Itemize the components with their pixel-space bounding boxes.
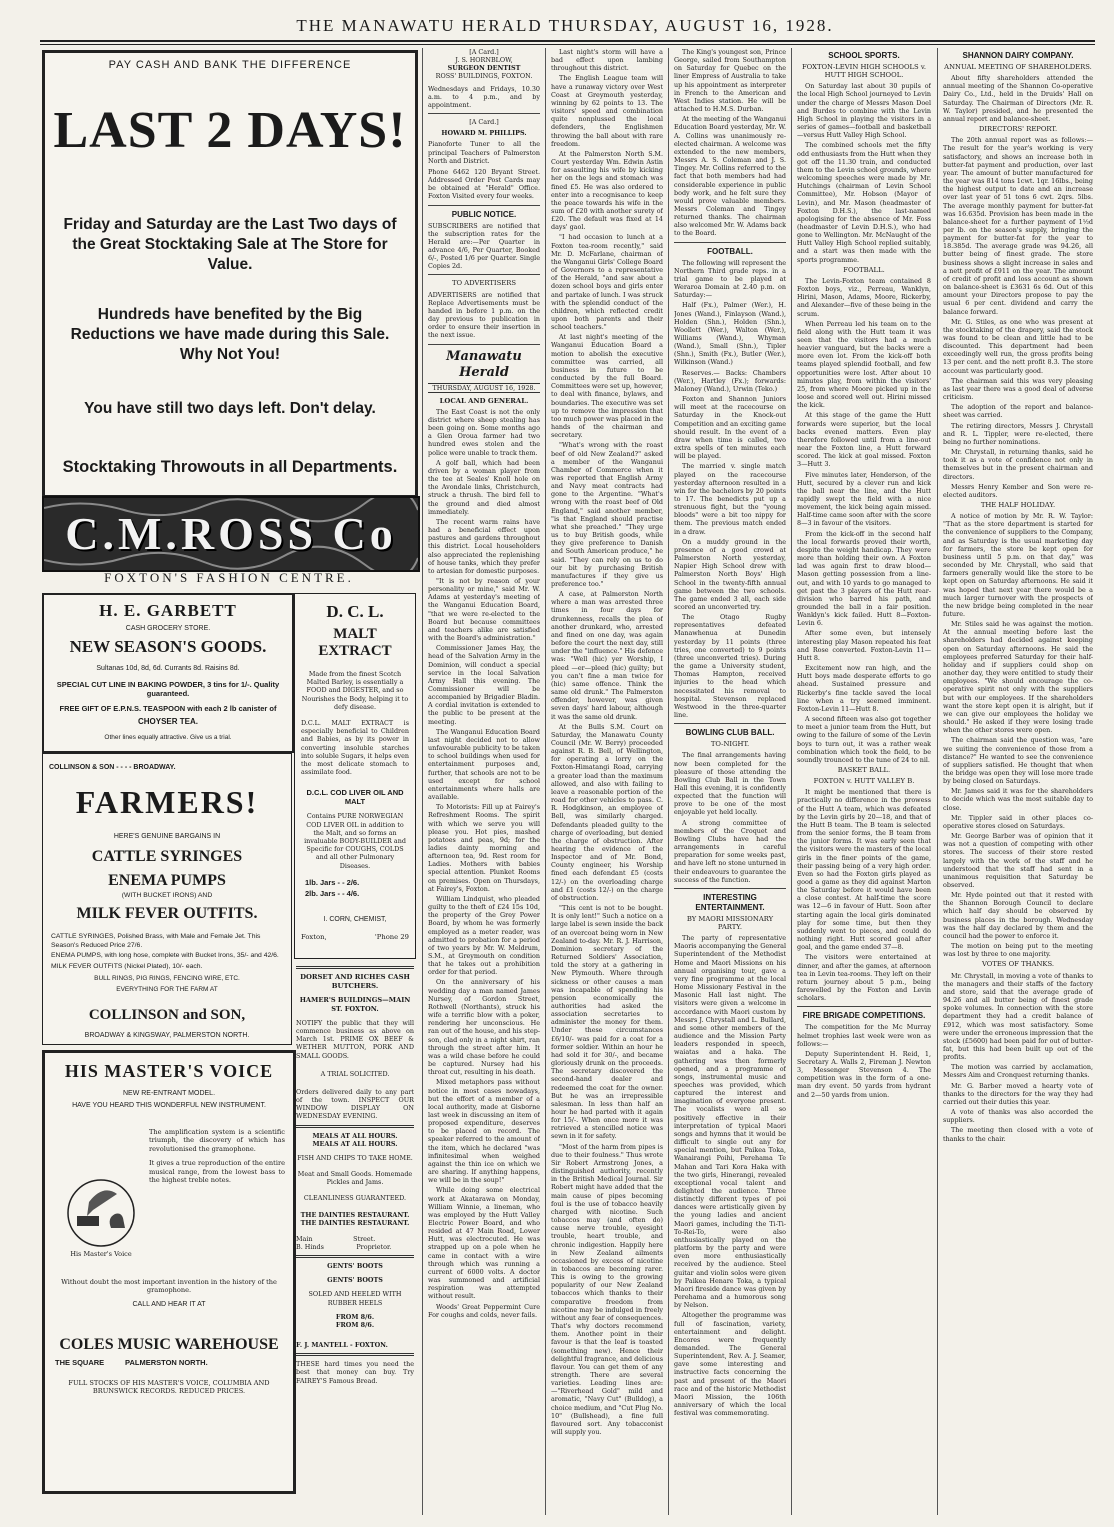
col4-para: At the Palmerston North S.M. Court yesterday Wm. Edwin Astin for assaulting his wife by kicking her on the legs and stomach was fined £5. He was also ordered to enter into a recognisance to keep the peace towards his wife in the sum of £20 with another surety of £20. The default was fixed at 14 days' gaol. (551, 149, 663, 232)
card2-body: Pianoforte Tuner to all the principal Teachers of Palmerston North and District. (428, 140, 540, 165)
hmv-body2: It gives a true reproduction of the entire musical range, from the lowest bass to the highest treble notes. (149, 1159, 285, 1185)
holiday-para: Mr. George Barber was of opinion that it was not a question of competing with other stores. The success of their store rested largely with the work of the staff and he understood that the staff had sent in a unanimous requisition that Saturday be observed. (943, 832, 1093, 889)
fish: FISH AND CHIPS TO TAKE HOME. (297, 1153, 413, 1162)
dcl-place: Foxton, (301, 932, 327, 941)
directors-para: The chairman said this was very pleasing as last year there was a good deal of adverse criticism. (943, 376, 1093, 402)
butchers-trial: A TRIAL SOLICITED. (320, 1069, 390, 1078)
meat: Meat and Small Goods. Homemade Pickles and Jams. (297, 1170, 413, 1187)
col4 (551, 48, 663, 1515)
farmers-detail5: EVERYTHING FOR THE FARM AT (116, 986, 218, 993)
boots1: GENTS' BOOTS (327, 1262, 383, 1271)
hmv-name: COLES MUSIC WAREHOUSE (59, 1335, 279, 1353)
col3-ads-strip (296, 962, 414, 1515)
advertisers-body: ADVERTISERS are notified that Replace Advertisements must be handed in before 1 p.m. on the day previous to publication in order to ensure their insertion in the next issue. (428, 290, 540, 340)
main-street: Main Street. (296, 1234, 376, 1243)
school-football-para: From the kick-off in the second half the local forwards proved their worth, despite the weight handicap. They were more than holding their own. A Foxton lad was again first to draw blood—Mason getting possession from a line-out, and with 10 yards to go managed to get past the 3 players of the Hutt rear-division who barred his path, and grounded the ball in a fair position. Wanklyn's kick failed. Hutt 8—Foxton-Levin 6. (797, 529, 931, 628)
store-ad-line4: Stocktaking Throwouts in all Departments. (62, 458, 398, 476)
thanks-para: Mr. G. Barber moved a hearty vote of thanks to the directors for the way they had carried out their duties this year. (943, 1081, 1093, 1106)
farmers-item2b: (WITH BUCKET IRONS) AND (121, 892, 213, 899)
local-para: The East Coast is not the only district where sheep stealing has been going on. Some months ago a Glen Oroua farmer had two hundred ewes stolen and the police were unable to track them. (428, 407, 540, 457)
card2-name: HOWARD M. PHILLIPS. (441, 129, 527, 138)
holiday-para: The motion on being put to the meeting was lost by three to one majority. (943, 942, 1093, 959)
football-para: The Otago Rugby representatives defeated Manawhenua at Dunedin yesterday by 11 points (three tries, one converted) to 9 points (three unconverted tries). During the game a University student, Thomas Hampton, received injuries to the head which necessitated his removal to hospital. Stevenson replaced Westwood in the three-quarter line. (674, 613, 786, 720)
col4-para: Last night's storm will have a bad effect upon lambing throughout this district. (551, 48, 663, 73)
fire-para: The competition for the Mc Murray helmet trophies last week were won as follows:— (797, 1023, 931, 1048)
ross-logo-banner (42, 496, 420, 572)
card2-phone: Phone 6462 120 Bryant Street. Addressed Order Post Cards may be obtained at "Herald" Office. Foxton Visited every four weeks. (428, 167, 540, 201)
school-football-para: When Perreau led his team on to the field along with the Hutt team it was seen that the visitors had a much heavier vanguard, but the backs were a more even lot. From the kick-off both teams played splendid football, and few opportunities were lost. After about 10 minutes play, from within the visitors' 25, from where Moore picked up in the loose and scored well out. Hirini missed the kick. (797, 319, 931, 410)
farmers-item1: CATTLE SYRINGES (91, 848, 243, 865)
col4-para: "I had occasion to lunch at a Foxton tea-room recently," said Mr. D. McFarlane, chairman of the Wanganui Girls' College Board of Governors to a representative of the Herald, "and saw about a dozen school boys and girls enter and partake of lunch. I was struck with the splendid conduct of the children, which reflected credit upon both parents and their school teachers." (551, 233, 663, 332)
dcl-chemist: I. CORN, CHEMIST, (323, 915, 387, 923)
directors-para: The adoption of the report and balance-sheet was carried. (943, 403, 1093, 420)
farmers-item2: ENEMA PUMPS (108, 872, 226, 889)
boots2: GENTS' BOOTS (327, 1276, 383, 1285)
from1: FROM 8/6. (335, 1312, 375, 1321)
school-football-para: After some even, but intensely interesting play Mason repeated his feat and Rose converted. Foxton-Levin 11—Hutt 8. (797, 629, 931, 662)
store-ad-line3: You have still two days left. Don't delay. (84, 400, 376, 417)
paper-title: Manawatu Herald (446, 348, 522, 380)
football-para: The following will represent the Northern Third grade reps. in a trial game to be played at Weraroa Domain at 2.40 p.m. on Saturday:— (674, 258, 786, 300)
dcl-body2: D.C.L. MALT EXTRACT is especially beneficial to Children and Babies, as by its power in converting insoluble starches into soluble Sugars, it helps even the most delicate stomach to assimilate food. (301, 719, 409, 777)
card1-label: [A Card.] (469, 48, 499, 56)
public-notice-body: SUBSCRIBERS are notified that the subscription rates for the Herald are:—Per Quarter in advance 4/6, Per Quarter, Booked 6/-, Posted 1/6 per Quarter. Single Copies 2d. (428, 221, 540, 271)
maori-head: INTERESTING ENTERTAINMENT. (695, 892, 765, 912)
school-football-para: Five minutes later, Henderson, of the Hutt, secured by a clever run and kick the ball near the line, and the Hutt rapidly swept the field with a nice movement, the kick being again missed. Half-time came soon after with the score 8—3 in favour of the visitors. (797, 470, 931, 528)
clean: CLEANLINESS GUARANTEED. (303, 1194, 407, 1203)
hmv-addr: THE SQUARE PALMERSTON NORTH. (55, 1357, 208, 1367)
local-para: On the anniversary of his wedding day a man named James Nursey, of Gordon Street, Rothwell (Northants), struck his wife a terrific blow with a poker, rendering her unconscious. He ran out of the house, and his step-son, clad only in a night shirt, ran through the street after him. It was a wild chase before he could be captured. Nursey had his throat cut, resulting in his death. (428, 978, 540, 1077)
school-para: The combined schools met the fifty odd enthusiasts from the Hutt when they got off the 11.30 train, and conducted them to the Levin school grounds, where welcoming speeches were made by Mr. Hutchings (chairman of Levin School Committee), Mr. Hobson (Mayor of Levin), and Mr. Mason (headmaster of Foxton D.H.S.), the last-named apologising for the absence of Mr. Foss (headmaster of Levin D.H.S.), who had gone to Wellington. Mr. McNaught of the Hutt Valley High School replied suitably, and a start was then made with the sports programme. (797, 141, 931, 264)
local-para: The recent warm rains have had a beneficial effect upon pastures and gardens throughout this district. Local householders also appreciated the replenishing of house tanks, which they prefer to artesian for domestic purposes. (428, 517, 540, 575)
thanks-para: A vote of thanks was also accorded the suppliers. (943, 1108, 1093, 1125)
holiday-para: Mr. Stiles said he was against the motion. At the annual meeting before last the shareholders had decided against keeping open on Saturday afternoons. He said the employees preferred Saturday for their half-holiday and if suppliers could shop on another day, they were entitled to study their employees. "We should encourage the co-operative spirit not only with the suppliers but with our employees. If the shareholders want the store kept open it is alright, but if we can give our employees the holiday we should." He asked if they were losing trade when the other stores were open. (943, 620, 1093, 735)
hmv-body-text (149, 1128, 285, 1258)
ross-footer: FOXTON'S FASHION CENTRE. (104, 570, 354, 585)
farmers-name: COLLINSON and SON, (88, 1007, 246, 1023)
holiday-para: The chairman said the question was, "are we suiting the convenience of those from a distance?" He wanted to see the convenience of suppliers satisfied. He thought that when the bridge was open they will lose more trade by being closed on Saturdays. (943, 736, 1093, 786)
butchers-addr: HAMER'S BUILDINGS—MAIN ST. FOXTON. (299, 996, 411, 1013)
football-head: FOOTBALL. (707, 246, 753, 256)
farmers-top: COLLINSON & SON - - - - BROADWAY. (49, 764, 176, 771)
school-football-para: A second fifteen was also got together to meet a junior team from the Hutt, but owing to the failure of some of the Levin boys to turn out, it was a rather weak combination which took the field, to be soundly trounced to the tune of 24 to nil. (797, 715, 931, 764)
hmv-stock: FULL STOCKS OF HIS MASTER'S VOICE, COLUMBIA AND BRUNSWICK RECORDS. REDUCED PRICES. (68, 1378, 270, 1396)
hmv-ad (42, 1050, 296, 1494)
col6 (797, 48, 931, 1515)
col5-para: The King's youngest son, Prince George, sailed from Southampton on Saturday for Quebec on the liner Empress of Australia to take up his appointment as interpreter in French to the American and West Indies station. He will be attached to H.M.S. Durban. (674, 48, 786, 114)
bowling-sub: TO-NIGHT. (710, 740, 750, 749)
football-para: The married v. single match played on the racecourse yesterday afternoon resulted in a win for the bachelors by 20 points to 17. The benedicts put up a strenuous fight, but the "young bloods" were a bit too nippy for them. The previous match ended in a draw. (674, 462, 786, 536)
public-notice-head: PUBLIC NOTICE. (451, 209, 517, 219)
holiday-para: Mr. James said it was for the shareholders to decide which was the most suitable day to close. (943, 787, 1093, 812)
bowling-para: The final arrangements having now been completed for the pleasure of those attending the Bowling Club Ball in the Town Hall this evening, it is confidently expected that the function will prove to be one of the most enjoyable yet held locally. (674, 751, 786, 817)
farmers-ad (42, 753, 292, 1045)
hmv-logo (53, 1128, 149, 1258)
meals1: MEALS AT ALL HOURS. (312, 1131, 398, 1140)
local-para: Commissioner James Hay, the head of the Salvation Army in the Dominion, will conduct a special service in the local Salvation Army Hall this evening. The Commissioner will be accompanied by Brigadier Bladin. A cordial invitation is extended to the public to be present at the meeting. (428, 644, 540, 726)
col7 (943, 48, 1093, 1515)
ross-logo-text: C.M.ROSS Co (65, 508, 397, 559)
dcl-phone: 'Phone 29 (374, 932, 409, 941)
school-para: On Saturday last about 30 pupils of the local High School journeyed to Levin under the charge of Messrs Mason Doel and Burdes to combine with the Levin High School in playing the visitors in a series of games—football and basketball—versus Hutt Valley High School. (797, 82, 931, 140)
bowling-para: A strong committee of members of the Croquet and Bowling Clubs have had the arrangements in careful preparation for some weeks past, and have left no stone unturned in their endeavours to guarantee the success of the function. (674, 818, 786, 884)
holiday-para: A notice of motion by Mr. R. W. Taylor: "That as the store department is started for the convenience of suppliers to the Company, and as Saturday is the usual marketing day for farmers, the store be kept open for business until 5 p.m. on that day," was seconded by Mr. Chrystall, who said that farmers generally would like the store to be kept open on Saturday afternoons. He said it was hoped that next year there would be a much larger turnover with the prospects of the new bridge being completed in the near future. (943, 512, 1093, 618)
meals2: MEALS AT ALL HOURS. (312, 1139, 398, 1148)
dcl-body3: Contains PURE NORWEGIAN COD LIVER OIL in addition to the Malt, and so forms an invaluable BODY-BUILDER and Specific for COUGHS, COLDS and all other Pulmonary Diseases. (304, 812, 406, 870)
farmers-here: HERE'S GENUINE BARGAINS IN (113, 833, 221, 840)
thanks-para: Mr. Chrystall, in moving a vote of thanks to the managers and their staffs of the factory and store, said that the average grade of 94.26 and all butter being of finest grade spoke volumes. In connection with the store department they had a credit balance of £912, which was most satisfactory. Some were under the erroneous impression that the stock (£5600) had been paid for out of butter-fat, but this had been built up out of the profits. (943, 971, 1093, 1062)
holiday-para: Mr. Hyde pointed out that it rested with the Shannon Borough Council to declare which half day should be observed by business places in the borough. Wednesday was the half day declared by them and the council had the power to enforce it. (943, 891, 1093, 940)
farmers-headline: FARMERS! (75, 784, 259, 820)
football-para: On a muddy ground in the presence of a good crowd at Palmerston North yesterday, Napier High School drew with Palmerston North Boys' High School in the twenty-fifth annual game between the two schools. The game ended 3 all, each side scored an unconverted try. (674, 537, 786, 611)
from2: FROM 8/6. (335, 1320, 375, 1329)
local-para: Mixed metaphors pass without notice in most cases nowadays, but the effort of a member of a local authority, made at Gisborne last week in discussing an item of proposed expenditure, deserves to be placed on record. The speaker referred to the amount of the item, which he declared "was infinitesimal when weighed against the thin ice on which we are sharing. If anything happens, we will be in the soup!" (428, 1078, 540, 1185)
garbett-ad (42, 593, 294, 753)
col4-para: At last night's meeting of the Wanganui Education Board a motion to abolish the executive committee was carried, all business in future to be conducted by the full Board. Committees were set up, however, to deal with finance, bylaws, and boundaries. The executive was set up to remove the impression that too much power was placed in the hands of the chairman and secretary. (551, 333, 663, 440)
local-para: William Lindquist, who pleaded guilty to the theft of £24 15s 10d, the property of the Grey Power Board, by whom he was formerly employed as a meter reader, was admitted to probation for a period of two years by Mr. W. Meldrum, S.M., at Greymouth on condition that he takes out a prohibition order for that period. (428, 894, 540, 977)
farmers-detail2: ENEMA PUMPS, with long hose, complete with Bucket Irons, 35/- and 42/6. (51, 952, 279, 959)
butchers-head: DORSET AND RICHES CASH BUTCHERS. (300, 973, 410, 990)
garbett-prices: Sultanas 10d, 8d, 6d. Currants 8d. Raisins 8d. (96, 665, 240, 672)
farmers-item3: MILK FEVER OUTFITS. (76, 905, 258, 922)
school-sub: FOXTON-LEVIN HIGH SCHOOLS v. HUTT HIGH SCHOOL. (801, 63, 927, 80)
mantell: F. J. MANTELL - FOXTON. (296, 1341, 388, 1350)
hmv-body3: Without doubt the most important invention in the history of the gramophone. (61, 1278, 277, 1295)
dcl-jar2: 2lb. Jars - - 4/6. (305, 888, 360, 898)
directors-para: Messrs Henry Kember and Son were re-elected auditors. (943, 482, 1093, 499)
holiday-para: Mr. Tippler said in other places co-operative stores closed on Saturdays. (943, 813, 1093, 830)
paper-date: THURSDAY, AUGUST 16, 1928. (428, 383, 540, 393)
basket-para: The visitors were entertained at dinner, and after the games, at afternoon tea in Levin tea-rooms. They left on their return journey about 5 p.m., being farewelled by the Foxton and Levin scholars. (797, 953, 931, 1003)
maori-para: Altogether the programme was full of fascination, variety, entertainment and delight. Encores were frequently demanded. The General Superintendent, Rev. A. J. Seamer, gave some interesting and instructive facts concerning the past and present of the Maori race and of the historic Methodist Maori Mission, the 106th anniversary of which the local festival was commemorating. (674, 1311, 786, 1418)
basket-sub: FOXTON v. HUTT VALLEY B. (813, 777, 915, 786)
football-para: Half (Fx.), Palmer (Wer.), H. Jones (Wand.), Finlayson (Wand.), Holden (Shn.), Holden (Shn.), Woollett (Wer.), Walton (Wer.), Williams (Wand.), Whyman (Wand.), Small (Shn.), Tipler (Shn.), Smith (Fx.), Butler (Wer.), Wilkinson (Wand.) (674, 301, 786, 367)
dcl-title3: D.C.L. COD LIVER OIL AND MALT (306, 788, 404, 807)
local-para: While doing some electrical work at Akatarawa on Monday, William Winnie, a lineman, who was employed by the Hutt Valley Electric Power Board, and who resided at 47 Main Road, Lower Hutt, was electrocuted. He was strapped up on a pole when he came in contact with a wire through which was running a current of 6000 volts. A doctor was summoned and artificial respiration was attempted without result. (428, 1186, 540, 1301)
thanks-para: The meeting then closed with a vote of thanks to the chair. (943, 1126, 1093, 1143)
soled: SOLED AND HEELED WITH RUBBER HEELS (308, 1290, 402, 1307)
fire-head: FIRE BRIGADE COMPETITIONS. (802, 1011, 926, 1021)
masthead-rule (40, 40, 1095, 45)
store-ad-headline: LAST 2 DAYS! (53, 102, 407, 159)
col4-para: The English League team will have a runaway victory over West Coast at Greymouth yesterday, winning by 62 points to 13. The visitors' speed and combination quite nonplussed the local defenders, the Englishmen throwing the ball about with rare freedom. (551, 74, 663, 148)
dcl-title1: D. C. L. (326, 602, 384, 621)
hmv-sub1: NEW RE-ENTRANT MODEL. (122, 1090, 216, 1097)
garbett-tea: CHOYSER TEA. (137, 717, 198, 726)
gramophone-dog-icon (59, 1178, 143, 1248)
farmers-detail4: BULL RINGS, PIG RINGS, FENCING WIRE, ETC. (94, 975, 240, 982)
dcl-jar1: 1lb. Jars - - 2/6. (305, 877, 360, 887)
garbett-sub: CASH GROCERY STORE. (125, 625, 211, 632)
local-para: "It is not by reason of your personality or mine," said Mr. W. Adams at yesterday's meeting of the Wanganui Education Board, "that we were re-elected to the Board but because committees and teachers alike are satisfied with the Board's administration." (428, 576, 540, 643)
local-paras (428, 408, 540, 1319)
fire-para: Deputy Superintendent H. Reid, 1, Secretary A. Walls 2, Fireman J. Newton 3, Messenger Stevenson 4. The competition was in the form of a one-man dry event. 50 yards from hydrant and 2—50 yards from union. (797, 1049, 931, 1099)
dcl-place-row (301, 933, 409, 941)
store-ad (42, 50, 418, 498)
advertisers-head: TO ADVERTISERS (452, 279, 516, 288)
col4-para: "What's wrong with the roast beef of old New Zealand?" asked a member of the Wanganui Chamber of Commerce when it was reported that English Army and Navy meat contracts had gone to the Argentine. "What's wrong with the roast beef of Old England," said another member, "is that England should practise what she preached." "They urge us to buy British goods, while they give preference to Danish and South American produce," he said. "They can rely on us to do our bit by purchasing British manufactures if they give us preference too." (551, 441, 663, 588)
school-football-head: FOOTBALL. (843, 265, 885, 274)
hmv-call: CALL AND HEAR IT AT (132, 1300, 206, 1308)
garbett-goods: NEW SEASON'S GOODS. (69, 637, 267, 656)
garbett-other: Other lines equally attractive. Give us a trial. (104, 734, 232, 741)
dcl-title2: MALT EXTRACT (318, 626, 392, 659)
dainties1: THE DAINTIES RESTAURANT. (300, 1210, 410, 1219)
hmv-title: HIS MASTER'S VOICE (64, 1061, 274, 1081)
col4-para: A case, at Palmerston North where a man was arrested three times in four days for drunkenness, recalls the plea of another drunkard, who, arrested and fined on one day, was again before the court the next day, still under the "influence." His defence was: "Well (hic) yer Worship, I pleed —er—pleed (hic) guilty; but you can't fine a man twice for (hic) same offence. Think the same old drunk." The Palmerston offender, however, was given seven days' hard labour, although it was the same old drunk. (551, 590, 663, 721)
dcl-body: Made from the finest Scotch Malted Barley, is essentially a FOOD and DIGESTER, and so Nourishes the Body, helping it to defy disease. (301, 670, 409, 711)
store-ad-line2: Hundreds have benefited by the Big Reductions we have made during this Sale. Why Not You! (70, 306, 390, 363)
col4-para: "This cent is not to be bought. It is only lent!" Such a notice on a large label is sewn inside the back of an overcoat being worn in New Zealand to-day. Mr. R. J. Harrison, Dominion secretary of the Returned Soldiers' Association, told the story at a gathering in New Plymouth. Where through sickness or other causes a man was incapable of spending his pension economically the authorities had asked the association secretaries to administer the money for them. Under these circumstances £6/10/- was paid for a coat for a former soldier. Within an hour he had sold it for 30/-, and became gloriously drunk on the proceeds. The secretary discovered the second-hand dealer and redeemed the coat for the owner. But he was an irrepressible salesman. In less than half an hour he had parted with it again for 15/-. When once more it was retrieved a stencilled notice was sewn in it for safety. (551, 904, 663, 1141)
thanks-head: VOTES OF THANKS. (981, 960, 1055, 969)
farmers-detail1: CATTLE SYRINGES, Polished Brass, with Male and Female Jet. This Season's Reduced Price 27/6. (51, 933, 261, 949)
garbett-gift: FREE GIFT OF E.P.N.S. TEASPOON with each 2 lb canister of (59, 704, 277, 713)
garbett-name: H. E. GARBETT (99, 601, 237, 620)
holiday-head: THE HALF HOLIDAY. (980, 500, 1056, 509)
dairy-para: About fifty shareholders attended the annual meeting of the Shannon Co-operative Dairy Co., Ltd., held in the Druids' Hall on Saturday. The Chairman of Directors (Mr. R. W. Taylor) presided, and he presented the annual report and balance-sheet. (943, 74, 1093, 123)
basket-para: It might be mentioned that there is practically no difference in the prowess of the Hutt A team, which was defeated by the Levin girls by 20—18, and that of the Hutt B team. The B team is selected from the senior forms, the B team from the junior forms. It was early seen that the visitors were the masters of the local girls in the finer points of the game, their passing being of a very high order. Even so had the Foxton girls played as good a game as they did against Marton the Saturday before it would have been a close contest. At half-time the score was 12—6 in favour of Hutt. Soon after starting again the local girls dominated play for some time, but then they suddenly went to pieces, and could do nothing right. Hutt scored goal after goal, and the game ended 37—8. (797, 788, 931, 952)
store-ad-line1: Friday and Saturday are the Last Two days of the Great Stocktaking Sale at The Store for Value. (63, 216, 397, 273)
masthead: THE MANAWATU HERALD THURSDAY, AUGUST 16, 1928. (296, 16, 834, 35)
hmv-sub2: HAVE YOU HEARD THIS WONDERFUL NEW INSTRUMENT. (72, 1102, 266, 1109)
school-head: SCHOOL SPORTS. (828, 51, 900, 60)
hmv-logo-text: His Master's Voice (70, 1250, 132, 1258)
col4-para: "Most of the harm from pipes is due to their foulness." Thus wrote Sir Robert Armstrong Jones, a distinguished authority, recently in the British Medical Journal. Sir Robert might have added that the main cause of pipes becoming foul is the use of tobacco heavily charged with nicotine. Such tobaccos may (and often do) cause nerve trouble, eyesight trouble, heart trouble, and chronic indigestion. Happily here in New Zealand ailments occasioned by excess of nicotine in tobaccos are becoming rarer. This is owing to the growing popularity of our New Zealand tobaccos which thanks to their comparative freedom from nicotine may be indulged in freely without any fear of consequences. That's why doctors recommend them. Another point in their favour is that the leaf is toasted (something new). Hence their delightful fragrance, and delicious flavour. You can get them of any strength. There are several varieties. Leading lines are:—"Riverhead Gold" mild and aromatic, "Navy Cut" (Bulldog), a choice medium, and "Cut Plug No. 10" (Bullshead), a fine full flavoured sort. Any tobacconist will supply you. (551, 1142, 663, 1437)
card1-title: SURGEON DENTIST (447, 64, 521, 73)
card1-name: J. S. HORNBLOW, (455, 56, 513, 65)
local-para: To Motorists: Fill up at Fairey's Refreshment Rooms. The spirit with which we serve you will please you. Hot pies, mashed potatoes and peas, 9d; for the ladies dainty morning and afternoon tea, 9d. Rest room for Ladies. Mothers with babies special attention. Plunket Rooms on premises. Open on Thursdays, at Fairey's, Foxton. (428, 803, 540, 893)
dairy-head: SHANNON DAIRY COMPANY. (962, 51, 1074, 60)
col4-para: At the Bulls S.M. Court on Saturday, the Manawatu County Council (Mr. W. Berry) proceeded against R. B. Bell, of Wellington, for operating a lorry on the Foxton-Himatangi Road, carrying a greater load than the maximum allowed, and also with failing to leave a reasonable portion of the road for other vehicles to pass. C. R. Hodgkinson, an employee of Bell, was similarly charged. Defendants pleaded guilty to the charge of overloading, but denied the charge of obstruction. After hearing the evidence of the Inspector and of Mr. Bond, County engineer, his Worship fined each defendant £5 (costs 12/-) on the overloading charge and £1 (costs 12/-) on the charge of obstruction. (551, 722, 663, 902)
directors-para: Mr. G. Stiles, as one who was present at the stocktaking of the drapery, said the stock was found to be clean and little had to be discounted. This department had been exceedingly well run, the gross profits being 13 per cent. and the nett profit 8.3. The store account was particularly good. (943, 317, 1093, 375)
local-para: The Wanganui Education Board last night decided not to allow unfavourable publicity to be taken to school buildings when used for entertainment purposes and, further, that schools are not to be used except for school entertainments where halls are available. (428, 727, 540, 802)
local-para: Woods' Great Peppermint Cure For coughs and colds, never fails. (428, 1302, 540, 1319)
col5-para: At the meeting of the Wanganui Education Board yesterday, Mr. W. A. Collins was unanimously re-elected chairman. A welcome was extended to the new members, Messrs A. S. Coleman and J. S. Tingey. Mr. Collins referred to the fact that both members had had considerable experience in public body work, and he felt sure they would prove valuable members. Messrs Coleman and Tingey returned thanks. The chairman also welcomed Mr. W. Adams back to the Board. (674, 115, 786, 238)
local-para: A golf ball, which had been driven by a woman player from the tee at Seales' Knoll hole on the Avondale links, Christchurch, struck a thrush. The bird fell to the ground and died almost immediately. (428, 458, 540, 516)
hmv-body-row (53, 1128, 285, 1258)
school-football-para: At this stage of the game the Hutt forwards were superior, but the local backs evened matters. Even play therefore followed until from a line-out near the Foxton line, a Hutt forward scored. The kick at goal missed. Foxton 3—Hutt 3. (797, 411, 931, 469)
maori-para: The party of representative Maoris accompanying the General Superintendent of the Methodist Home and Maori Missions on his annual organising tour, gave a very fine programme at the local Home Missionary Festival in the Masonic Hall last night. The visitors were given a welcome in accordance with Maori custom by Messrs J. Chrystall and L. Bullard, and some other members of the audience and the Mission Party leaders responded in speech, waiatas and a haka. The gathering was then formerly opened, and a programme of songs, instrumental music and speeches was provided, which captured the interest and imagination of everyone present. The vocalists were all so positively effective in their interpretation of typical Maori songs and hymns that it would be difficult to single out any for special mention, but Paikea Toka, Wanairangi Poihi, Perehama Te Mahan and Tari Kora Haka with the two girls, Hinerangi, revealed exceptional vocal talent and delighted the audience. Three distinctly different types of poi dances were artistically given by the young ladies and ancient Maori games, including the Ti-Ti-To-Rei-To, were also enthusiastically played on the platform by the party and were even more enthusiastically received by the audience. Steel guitar and violin solos were given by Paikea Henare Toka, a typical Maori fireside dance was given by Perehama and a humorous song by Nelson. (674, 934, 786, 1310)
local-head: LOCAL AND GENERAL. (439, 396, 529, 405)
card1-hours: Wednesdays and Fridays, 10.30 a.m. to 4 p.m., and by appointment. (428, 84, 540, 109)
hinds: B. Hinds Proprietor. (296, 1242, 392, 1251)
farmers-addr: BROADWAY & KINGSWAY, PALMERSTON NORTH. (84, 1032, 250, 1039)
directors-head: DIRECTORS' REPORT. (978, 125, 1058, 134)
dainties2: THE DAINTIES RESTAURANT. (300, 1218, 410, 1227)
directors-para: Mr. Chrystall, in returning thanks, said he took it as a vote of confidence not only in themselves but in the present chairman and directors. (943, 448, 1093, 481)
butchers-body: NOTIFY the public that they will commence business as above on March 1st. PRIME OX BEEF & WETHER MUTTON, PORK AND SMALL GOODS. (296, 1019, 414, 1060)
farmers-detail3: MILK FEVER OUTFITS (Nickel Plated), 10/- each. (51, 962, 203, 970)
dairy-sub: ANNUAL MEETING OF SHAREHOLDERS. (944, 63, 1092, 71)
directors-para: The retiring directors, Messrs J. Chrystall and R. L. Tippler, were re-elected, there being no further nominations. (943, 421, 1093, 446)
col3 (428, 48, 540, 1515)
hard-times: THESE hard times you need the best that money can buy. Try FAIREY'S Famous Bread. (296, 1360, 414, 1385)
col5 (674, 48, 786, 1515)
basket-head: BASKET BALL. (837, 765, 891, 774)
hmv-body1: The amplification system is a scientific triumph, the discovery of which has revolutionised the gramophone. (149, 1128, 285, 1153)
card2-label: [A Card.] (469, 118, 499, 127)
school-football-para: The Levin-Foxton team contained 8 Foxton boys, viz., Perreau, Wanklyn, Hirini, Mason, Adams, Moore, Rickerby, and Alexander—five of these being in the scrum. (797, 276, 931, 318)
maori-sub: BY MAORI MISSIONARY PARTY. (686, 914, 774, 931)
garbett-special: SPECIAL CUT LINE IN BAKING POWDER, 3 tins for 1/-. Quality guaranteed. (56, 680, 280, 698)
store-ad-top: PAY CASH AND BANK THE DIFFERENCE (108, 59, 352, 71)
football-para: Foxton and Shannon Juniors will meet at the racecourse on Saturday in the Knock-out Competition and an exciting game should result. In the event of a draw when time is called, two extra spells of ten minutes each will be played. (674, 395, 786, 461)
thanks-para: The motion was carried by acclamation, Messrs Aim and Cronquest returning thanks. (943, 1063, 1093, 1080)
butchers-orders: Orders delivered daily to any part of the town. INSPECT OUR WINDOW DISPLAY ON WEDNESDAY EVENING. (296, 1087, 414, 1121)
football-para: Reserves.— Backs: Chambers (Wer.), Hartley (Fx.); forwards: Maloney (Wand.), Urwin (Teko.) (674, 368, 786, 393)
dcl-ad (294, 593, 416, 959)
directors-para: The 20th annual report was as follows:—The result for the year's working is very satisfactory, and shows an increase both in butter-fat payment and production, over last year. The amount of butter manufactured for the year was 814 tons 1cwt. 1qr. 16lbs., being the highest output to date and an increase over last year of 51 tons 6 cwt. 2qrs. 5lbs. The average monthly payment for butter-fat was 16.635d. Provision has been made in the balance-sheet for a further payment of 1½d per lb. on the season's supply, bringing the payment for butter-fat for the year to 18.385d. The average grade was 94.26, all butter being of finest grade. The store business shows a slight increase in sales and a nett profit of £911 on the year. The amount of credit of profit and loss account as shown on balance-sheet is £3631 6s 6d. Out of this amount your Directors propose to pay the usual 6 per cent. dividend and carry the balance forward. (943, 136, 1093, 316)
school-football-para: Excitement now ran high, and the Hutt boys made desperate efforts to go ahead. Sustained pressure and Rickerby's fine tackle saved the local line when a try seemed imminent. Foxton-Levin 11—Hutt 8. (797, 664, 931, 713)
card1-addr: ROSS' BUILDINGS, FOXTON. (435, 72, 533, 81)
bowling-head: BOWLING CLUB BALL. (685, 728, 775, 738)
